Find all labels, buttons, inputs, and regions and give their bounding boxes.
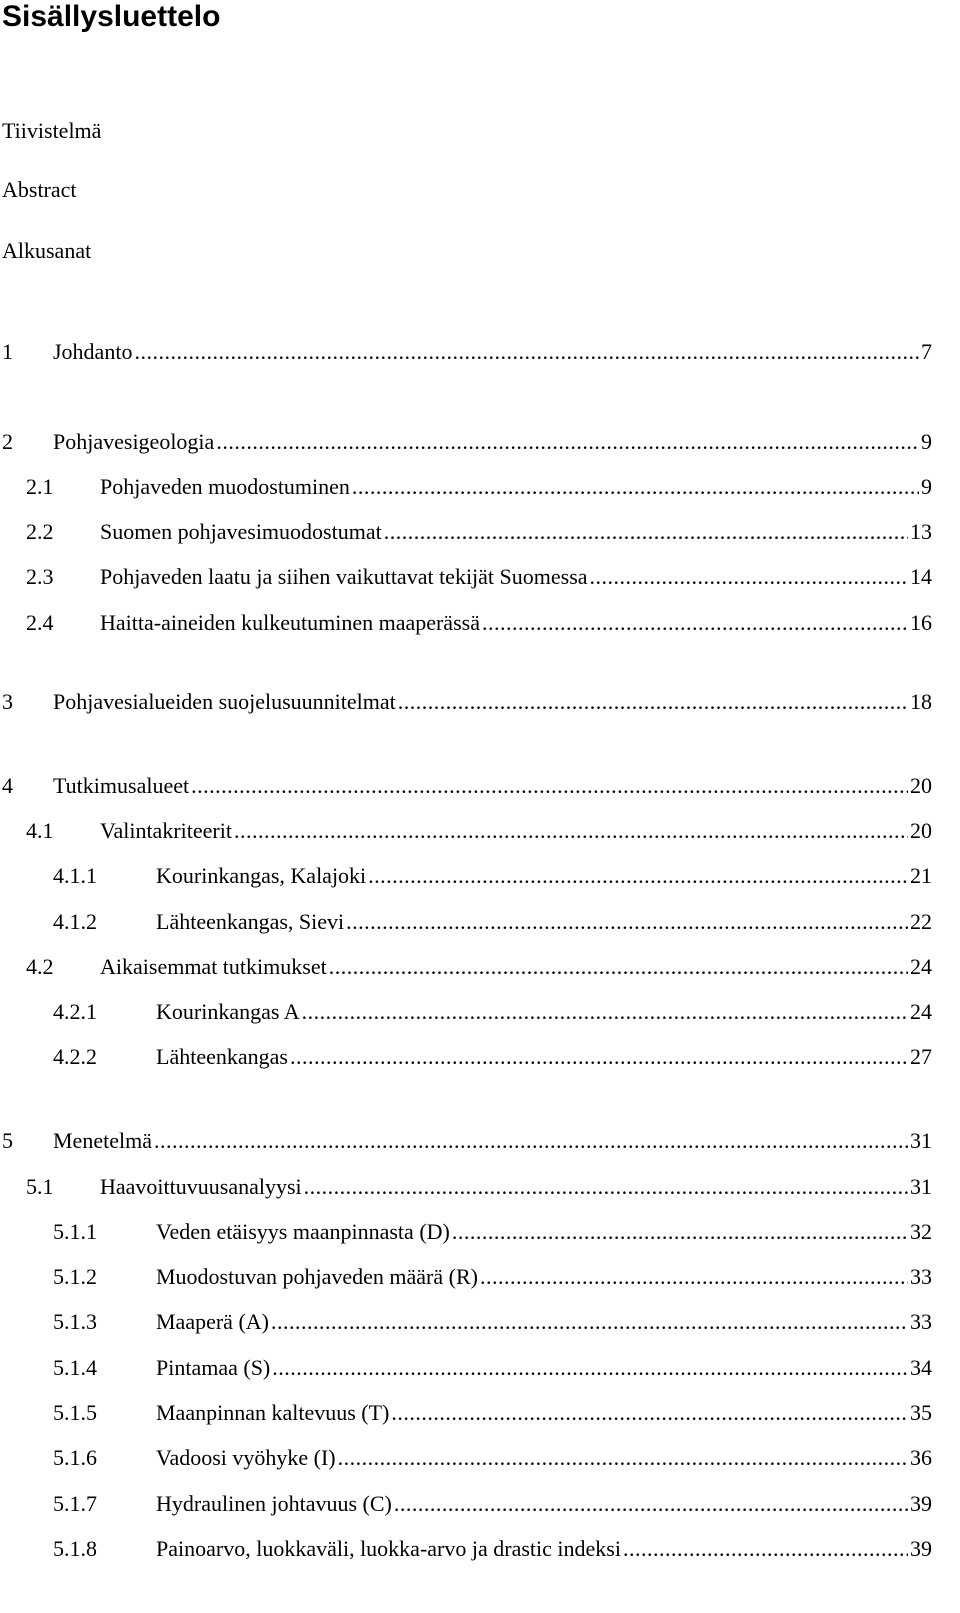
- toc-entry-number: 5.1.1: [53, 1219, 97, 1244]
- toc-entry-number: 5.1.2: [53, 1264, 97, 1289]
- toc-leader-dots: [338, 1444, 908, 1472]
- toc-leader-dots: [302, 998, 908, 1026]
- toc-entry-page: 16: [910, 610, 932, 635]
- toc-entry-number: 5.1.4: [53, 1355, 97, 1380]
- toc-entry[interactable]: [0, 817, 932, 845]
- toc-leader-dots: [290, 1043, 908, 1071]
- toc-entry-number: 4: [2, 773, 13, 798]
- toc-entry-title: Menetelmä: [53, 1128, 152, 1153]
- toc-entry-title: Haavoittuvuusanalyysi: [100, 1174, 302, 1199]
- toc-entry-number: 2.1: [26, 474, 54, 499]
- toc-entry-title: Vadoosi vyöhyke (I): [156, 1445, 336, 1470]
- toc-entry-page: 31: [910, 1174, 932, 1199]
- toc-entry-title: Muodostuvan pohjaveden määrä (R): [156, 1264, 478, 1289]
- toc-entry-title: Kourinkangas, Kalajoki: [156, 863, 367, 888]
- toc-entry-title: Painoarvo, luokkaväli, luokka-arvo ja drastic indeksi: [156, 1536, 621, 1561]
- toc-entry-number: 2.4: [26, 610, 54, 635]
- toc-entry[interactable]: [0, 338, 932, 366]
- toc-entry-number: 5.1.8: [53, 1536, 97, 1561]
- toc-leader-dots: [272, 1354, 908, 1382]
- toc-entry-title: Pohjaveden muodostuminen: [100, 474, 350, 499]
- toc-entry-page: 21: [910, 863, 932, 888]
- toc-entry-title: Pohjavesialueiden suojelusuunnitelmat: [53, 689, 396, 714]
- toc-entry[interactable]: [0, 473, 932, 501]
- toc-entry-title: Lähteenkangas: [156, 1044, 288, 1069]
- toc-leader-dots: [154, 1127, 908, 1155]
- toc-leader-dots: [391, 1399, 908, 1427]
- toc-entry-page: 24: [910, 954, 932, 979]
- toc-entry-page: 18: [910, 689, 932, 714]
- toc-entry-page: 9: [921, 474, 932, 499]
- toc-entry-number: 4.2: [26, 954, 54, 979]
- toc-entry-number: 3: [2, 689, 13, 714]
- toc-entry-title: Pohjavesigeologia: [53, 429, 215, 454]
- toc-leader-dots: [234, 817, 908, 845]
- toc-leader-dots: [346, 908, 908, 936]
- front-matter-abstract[interactable]: Abstract: [2, 177, 77, 202]
- toc-entry-page: 34: [910, 1355, 932, 1380]
- toc-leader-dots: [398, 688, 908, 716]
- toc-entry-number: 5.1.3: [53, 1309, 97, 1334]
- toc-entry-page: 39: [910, 1491, 932, 1516]
- toc-entry[interactable]: [0, 518, 932, 546]
- toc-entry[interactable]: [0, 1308, 932, 1336]
- toc-entry-page: 13: [910, 519, 932, 544]
- toc-leader-dots: [352, 473, 919, 501]
- toc-leader-dots: [134, 338, 919, 366]
- toc-entry-title: Haitta-aineiden kulkeutuminen maaperässä: [100, 610, 480, 635]
- toc-leader-dots: [191, 772, 908, 800]
- toc-leader-dots: [394, 1490, 908, 1518]
- toc-entry-number: 2: [2, 429, 13, 454]
- toc-entry[interactable]: [0, 1263, 932, 1291]
- toc-entry[interactable]: [0, 609, 932, 637]
- toc-entry-page: 33: [910, 1264, 932, 1289]
- toc-entry-number: 5.1.7: [53, 1491, 97, 1516]
- toc-leader-dots: [271, 1308, 908, 1336]
- toc-entry-page: 35: [910, 1400, 932, 1425]
- toc-entry[interactable]: [0, 908, 932, 936]
- toc-entry[interactable]: [0, 1444, 932, 1472]
- toc-entry-title: Tutkimusalueet: [53, 773, 190, 798]
- toc-leader-dots: [329, 953, 908, 981]
- toc-entry-page: 32: [910, 1219, 932, 1244]
- toc-entry-page: 7: [921, 339, 932, 364]
- toc-entry-number: 5.1: [26, 1174, 54, 1199]
- toc-leader-dots: [623, 1535, 908, 1563]
- toc-leader-dots: [482, 609, 908, 637]
- toc-entry-page: 33: [910, 1309, 932, 1334]
- toc-entry-title: Suomen pohjavesimuodostumat: [100, 519, 382, 544]
- toc-entry[interactable]: [0, 998, 932, 1026]
- toc-entry[interactable]: [0, 772, 932, 800]
- toc-entry-number: 4.1.1: [53, 863, 97, 888]
- toc-entry-title: Pintamaa (S): [156, 1355, 271, 1380]
- toc-leader-dots: [368, 862, 908, 890]
- toc-entry-title: Pohjaveden laatu ja siihen vaikuttavat tekijät Suomessa: [100, 564, 588, 589]
- toc-entry[interactable]: [0, 1173, 932, 1201]
- toc-entry-number: 5.1.6: [53, 1445, 97, 1470]
- toc-entry-page: 31: [910, 1128, 932, 1153]
- toc-entry-page: 22: [910, 909, 932, 934]
- toc-entry-title: Veden etäisyys maanpinnasta (D): [156, 1219, 450, 1244]
- toc-leader-dots: [216, 428, 919, 456]
- toc-entry[interactable]: [0, 1535, 932, 1563]
- toc-entry-number: 4.2.1: [53, 999, 97, 1024]
- toc-entry-number: 4.1: [26, 818, 54, 843]
- toc-entry-title: Valintakriteerit: [100, 818, 232, 843]
- toc-entry[interactable]: [0, 862, 932, 890]
- toc-entry-title: Aikaisemmat tutkimukset: [100, 954, 327, 979]
- toc-leader-dots: [480, 1263, 908, 1291]
- toc-entry-page: 27: [910, 1044, 932, 1069]
- page-title: Sisällysluettelo: [2, 0, 221, 33]
- toc-entry-number: 4.2.2: [53, 1044, 97, 1069]
- toc-entry-title: Lähteenkangas, Sievi: [156, 909, 345, 934]
- toc-entry-title: Hydraulinen johtavuus (C): [156, 1491, 392, 1516]
- toc-entry-number: 4.1.2: [53, 909, 97, 934]
- toc-entry-page: 20: [910, 773, 932, 798]
- toc-entry[interactable]: [0, 1490, 932, 1518]
- toc-entry-page: 20: [910, 818, 932, 843]
- toc-leader-dots: [384, 518, 908, 546]
- toc-entry[interactable]: [0, 688, 932, 716]
- toc-entry-page: 24: [910, 999, 932, 1024]
- toc-leader-dots: [304, 1173, 908, 1201]
- toc-entry-title: Maaperä (A): [156, 1309, 269, 1334]
- toc-entry[interactable]: [0, 563, 932, 591]
- toc-entry[interactable]: [0, 428, 932, 456]
- toc-entry-page: 36: [910, 1445, 932, 1470]
- toc-entry[interactable]: [0, 1218, 932, 1246]
- toc-entry-page: 14: [910, 564, 932, 589]
- toc-entry-number: 5: [2, 1128, 13, 1153]
- toc-entry-title: Johdanto: [53, 339, 133, 364]
- toc-entry-page: 39: [910, 1536, 932, 1561]
- toc-entry[interactable]: [0, 1399, 932, 1427]
- toc-entry[interactable]: [0, 1127, 932, 1155]
- toc-entry-number: 2.3: [26, 564, 54, 589]
- toc-entry[interactable]: [0, 1354, 932, 1382]
- front-matter-alkusanat[interactable]: Alkusanat: [2, 238, 92, 263]
- toc-entry[interactable]: [0, 1043, 932, 1071]
- front-matter-tiivistelma[interactable]: Tiivistelmä: [2, 118, 102, 143]
- toc-leader-dots: [452, 1218, 908, 1246]
- toc-entry-title: Maanpinnan kaltevuus (T): [156, 1400, 390, 1425]
- toc-entry[interactable]: [0, 953, 932, 981]
- toc-entry-number: 2.2: [26, 519, 54, 544]
- toc-entry-title: Kourinkangas A: [156, 999, 300, 1024]
- toc-entry-number: 5.1.5: [53, 1400, 97, 1425]
- toc-entry-page: 9: [921, 429, 932, 454]
- toc-leader-dots: [590, 563, 908, 591]
- toc-entry-number: 1: [2, 339, 13, 364]
